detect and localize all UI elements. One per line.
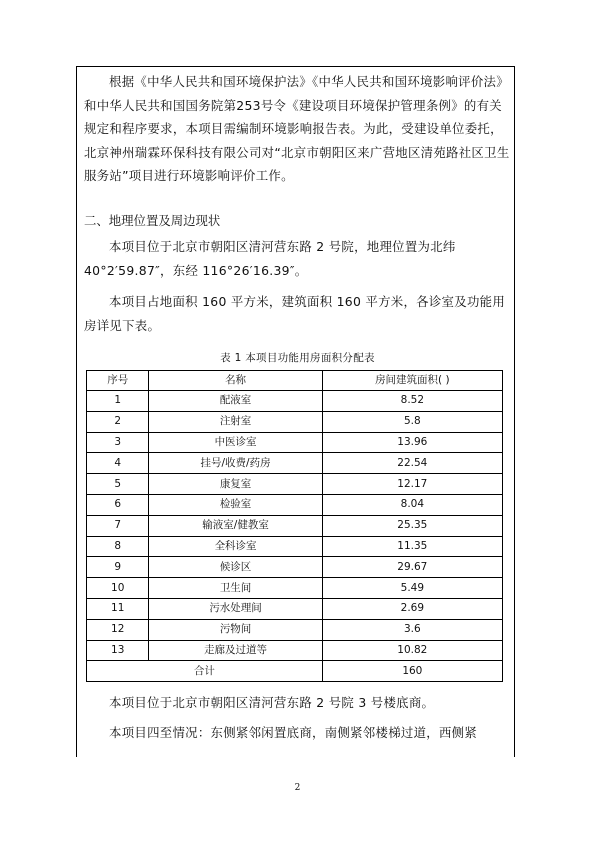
cell-name: 检验室	[149, 494, 322, 515]
cell-no: 12	[87, 619, 149, 640]
intro-paragraph: 根据《中华人民共和国环境保护法》《中华人民共和国环境影响评价法》和中华人民共和国国务院第253号令《建设项目环境保护管理条例》的有关规定和程序要求，本项目需编制环境影响报告表。为此，受建设单位委托，北京神州瑞霖环保科技有限公司对“北京市朝阳区来广营地区清苑路社区卫生服务站”项目进行环境影响评价工作。	[84, 74, 510, 183]
table-body	[87, 391, 503, 661]
cell-name: 康复室	[149, 474, 322, 495]
cell-area: 12.17	[322, 474, 502, 495]
cell-name: 配液室	[149, 391, 322, 412]
header-no: 序号	[87, 371, 149, 391]
cell-no: 5	[87, 474, 149, 495]
cell-no: 10	[87, 578, 149, 599]
header-name: 名称	[149, 371, 322, 391]
section-heading: 二、地理位置及周边现状	[84, 213, 221, 228]
total-label: 合计	[87, 661, 323, 682]
cell-name: 走廊及过道等	[149, 640, 322, 661]
table-row	[87, 578, 503, 599]
cell-name: 输液室/健教室	[149, 515, 322, 536]
cell-area: 25.35	[322, 515, 502, 536]
cell-area: 8.52	[322, 391, 502, 412]
location-paragraph: 本项目位于北京市朝阳区清河营东路 2 号院，地理位置为北纬40°2′59.87″，东经 116°26′16.39″。	[84, 239, 456, 278]
table-row	[87, 494, 503, 515]
table-row	[87, 515, 503, 536]
cell-area: 11.35	[322, 536, 502, 557]
table-total-row	[87, 661, 503, 682]
table-row	[87, 536, 503, 557]
cell-area: 2.69	[322, 598, 502, 619]
cell-no: 2	[87, 411, 149, 432]
cell-area: 10.82	[322, 640, 502, 661]
cell-name: 全科诊室	[149, 536, 322, 557]
cell-name: 注射室	[149, 411, 322, 432]
cell-name: 中医诊室	[149, 432, 322, 453]
surroundings-paragraph: 本项目四至情况：东侧紧邻闲置底商，南侧紧邻楼梯过道，西侧紧	[109, 725, 478, 740]
table-caption: 表 1 本项目功能用房面积分配表	[220, 352, 375, 364]
cell-no: 6	[87, 494, 149, 515]
header-area: 房间建筑面积( )	[322, 371, 502, 391]
cell-name: 挂号/收费/药房	[149, 453, 322, 474]
table-row	[87, 640, 503, 661]
table-row	[87, 453, 503, 474]
cell-area: 3.6	[322, 619, 502, 640]
cell-name: 候诊区	[149, 557, 322, 578]
cell-no: 1	[87, 391, 149, 412]
room-area-table	[86, 370, 503, 682]
cell-name: 卫生间	[149, 578, 322, 599]
cell-no: 11	[87, 598, 149, 619]
table-row	[87, 474, 503, 495]
table-row	[87, 391, 503, 412]
table-row	[87, 598, 503, 619]
cell-area: 22.54	[322, 453, 502, 474]
cell-name: 污物间	[149, 619, 322, 640]
table-row	[87, 432, 503, 453]
cell-no: 9	[87, 557, 149, 578]
cell-no: 13	[87, 640, 149, 661]
page-number: 2	[294, 783, 301, 793]
cell-area: 5.49	[322, 578, 502, 599]
address-paragraph: 本项目位于北京市朝阳区清河营东路 2 号院 3 号楼底商。	[109, 695, 435, 710]
cell-no: 4	[87, 453, 149, 474]
cell-no: 3	[87, 432, 149, 453]
table-row	[87, 411, 503, 432]
area-paragraph: 本项目占地面积 160 平方米，建筑面积 160 平方米，各诊室及功能用房详见下表。	[84, 294, 506, 333]
cell-area: 13.96	[322, 432, 502, 453]
total-value: 160	[322, 661, 502, 682]
cell-area: 5.8	[322, 411, 502, 432]
table-row	[87, 619, 503, 640]
cell-no: 7	[87, 515, 149, 536]
cell-area: 29.67	[322, 557, 502, 578]
cell-no: 8	[87, 536, 149, 557]
table-row	[87, 557, 503, 578]
cell-name: 污水处理间	[149, 598, 322, 619]
table-header-row	[87, 371, 503, 391]
cell-area: 8.04	[322, 494, 502, 515]
